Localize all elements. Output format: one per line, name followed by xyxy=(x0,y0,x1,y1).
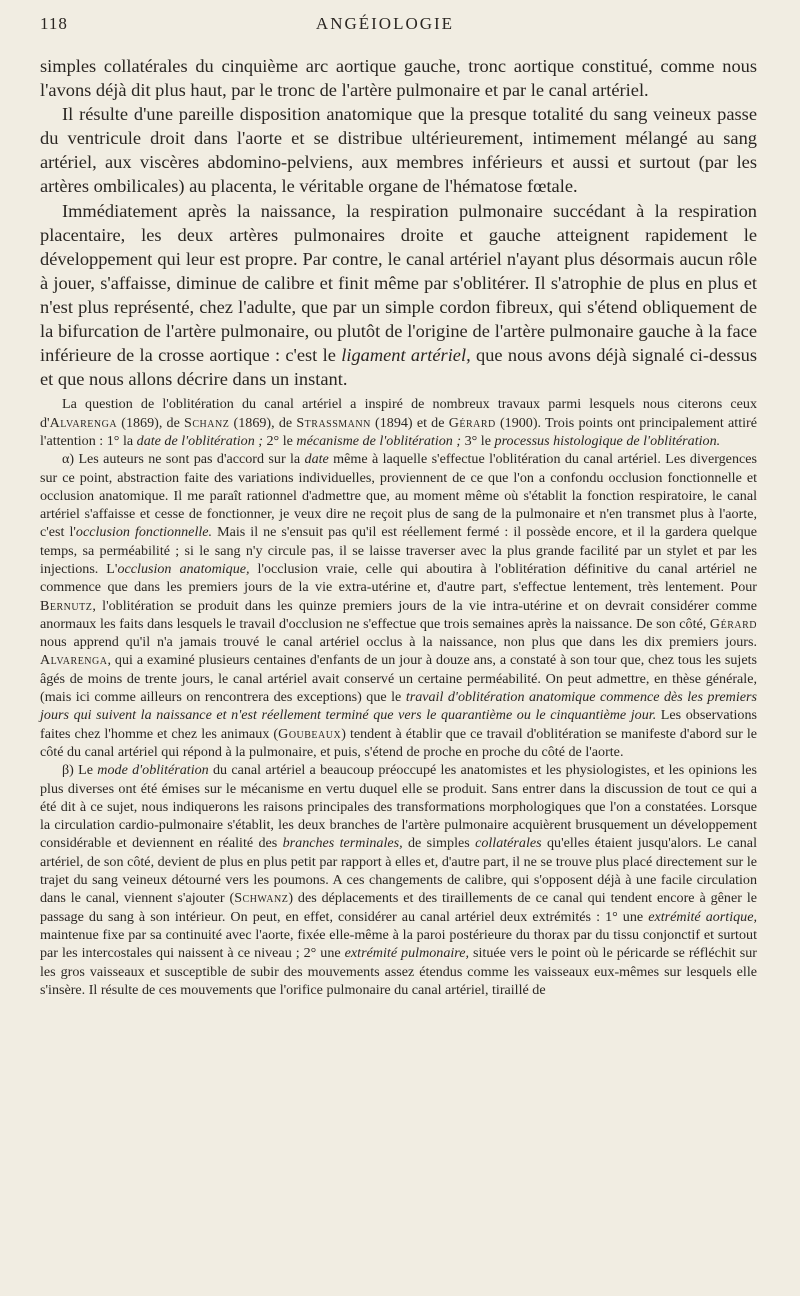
text: maintenue fixe par sa continuité avec l'aorte, fixée elle-même à la paroi postérieure du thorax par du tissu conjonctif et surtout par les intercostales qui naissent à ce niveau ; 2° une xyxy=(40,926,757,962)
running-title: ANGÉIOLOGIE xyxy=(315,14,455,33)
emphasis: date xyxy=(304,451,329,468)
author-name: Schwanz xyxy=(234,890,289,907)
paragraph-2: Il résulte d'une pareille disposition anatomique que la presque totalité du sang veineux passe du ventricule droit dans l'aorte et se distribue ultérieurement, intimement mélangé au sang artériel, aux viscères abdomino-pelviens, aux membres inférieurs et aussi et surtout (par les artères ombilicales) au placenta, le véritable organe de l'hématose fœtale. xyxy=(40,104,757,197)
note-paragraph-beta xyxy=(40,761,757,999)
running-header xyxy=(40,14,730,40)
emphasis: date de l'oblitération ; xyxy=(136,432,263,449)
text: Mais il ne s'ensuit pas qu'il est réellement fermé : il possède encore, et il la gardera quelque temps, sa perméabilité ; si le sang n'y circule pas, il se laisse traverser avec la plus grande facilité par un stylet et par les injections. L' xyxy=(40,524,757,577)
note-paragraph-1 xyxy=(40,395,757,450)
emphasis: branches terminales, xyxy=(282,835,403,852)
emphasis: ligament artériel, xyxy=(341,345,471,366)
author-name: Schanz xyxy=(184,414,230,431)
text: de simples xyxy=(402,835,476,852)
text: β) Le xyxy=(62,762,98,779)
author-name: Alvarenga xyxy=(49,414,118,431)
text: située vers le point où le péricarde se réfléchit sur les gros vaisseaux et susceptible de subir des mouvements assez étendus comme les vaisseaux eux-mêmes sur lesquels elle s'insère. Il résulte de ces mouvements que l'orifice pulmonaire du canal artériel, tiraillé de xyxy=(40,945,757,998)
text: Les observations faites chez l'homme et chez les animaux ( xyxy=(40,707,757,742)
emphasis: mécanisme de l'oblitération ; xyxy=(296,432,462,449)
text: (1869), de xyxy=(117,414,185,431)
emphasis: extrémité pulmonaire, xyxy=(344,945,470,962)
text: (1894) et de xyxy=(370,414,449,431)
emphasis: extrémité aortique, xyxy=(648,908,757,925)
emphasis: occlusion fonctionnelle. xyxy=(75,524,213,541)
author-name: Gérard xyxy=(709,615,757,632)
text: du canal artériel a beaucoup préoccupé les anatomistes et les physiologistes, et les opinions les plus diverses ont été émises sur le mécanisme en vertu duquel elle se produit. Sans entrer dans la discussion de tout ce qui a été dit à ce sujet, nous indiquerons les raisons principales des transformations morphologiques que l'on a constatées. Lorsque la circulation cardio-pulmonaire s'établit, les deux branches de l'artère pulmonaire acquièrent brusquement un développement considérable et deviennent en réalité des xyxy=(40,762,758,852)
text: Immédiatement après la naissance, la respiration pulmonaire succédant à la respiration placentaire, les deux artères pulmonaires droite et gauche atteignent rapidement le développement qui leur est propre. Par contre, le canal artériel n'ayant plus désormais aucun rôle à jouer, s'affaisse, diminue de calibre et finit même par s'oblitérer. Il s'atrophie de plus en plus et n'est plus représenté, chez l'adulte, que par un simple cordon fibreux, qui s'étend obliquement de la bifurcation de l'artère pulmonaire, ou plutôt de l'origine de l'artère pulmonaire gauche à la face inférieure de la crosse aortique : c'est le xyxy=(40,200,757,366)
text: qu'elles étaient jusqu'alors. Le canal artériel, de son côté, devient de plus en plus petit par rapport à elles et, d'autre part, il ne se trouve plus placé directement sur le trajet du sang veineux détourné vers les poumons. A ces changements de calibre, qui s'opposent déjà à une facile circulation dans le canal, viennent s'ajouter ( xyxy=(40,835,757,907)
text: , l'oblitération se produit dans les quinze premiers jours de la vie intra-utérine et on devrait considérer comme anormaux les faits dans lesquels le travail d'occlusion ne s'effectue que trois semaines après la naissance. De son côté, xyxy=(40,597,757,632)
text: nous apprend qu'il n'a jamais trouvé le canal artériel occlus à la naissance, non plus que dans les dix premiers jours. xyxy=(40,634,757,651)
text: l'occlusion vraie, celle qui aboutira à l'oblitération définitive du canal artériel ne commence que dans les premiers jours de la vie extra-utérine et, d'autre part, s'effectue lentement, très lentement. Pour xyxy=(40,560,758,596)
note-paragraph-alpha xyxy=(40,450,757,761)
page-body xyxy=(40,54,757,999)
text: , qui a examiné plusieurs centaines d'enfants de un jour à douze ans, a constaté à son tour que, chez tous les sujets âgés de moins de trente jours, le canal artériel avait conservé un certaine perméabilité. On peut admettre, en thèse générale, (mais ici comme ailleurs on rencontrera des exceptions) que le xyxy=(40,652,757,706)
text: même à laquelle s'effectue l'oblitération du canal artériel. Les divergences sur ce point, abstraction faite des variations individuelles, proviennent de ce que l'on a confondu occlusion fonctionnelle et occlusion anatomique. Il me paraît rationnel d'admettre que, au moment même où s'établit la fonction respiratoire, le canal artériel s'affaisse et cesse de fonctionner, je veux dire ne reçoit plus de sang de la pulmonaire et n'en transmet plus à l'aorte, c'est l' xyxy=(40,451,757,541)
text: (1900). Trois points ont principalement attiré l'attention : 1° la xyxy=(40,414,757,449)
text: 3° le xyxy=(461,432,495,449)
text: ) des déplacements et des tiraillements de ce canal qui tendent encore à gêner le passage du sang à son intérieur. On peut, en effet, considérer au canal artériel deux extrémités : 1° une xyxy=(40,890,757,925)
text: (1869), de xyxy=(229,414,297,431)
page-number: 118 xyxy=(40,14,68,33)
emphasis: mode d'oblitération xyxy=(97,762,209,779)
emphasis: occlusion anatomique, xyxy=(117,560,250,577)
author-name: Gérard xyxy=(448,414,496,431)
text: α) Les auteurs ne sont pas d'accord sur la xyxy=(62,451,305,468)
paragraph-1: simples collatérales du cinquième arc aortique gauche, tronc aortique constitué, comme nous l'avons déjà dit plus haut, par le tronc de l'artère pulmonaire et par le canal artériel. xyxy=(40,56,757,101)
author-name: Strassmann xyxy=(296,414,371,431)
emphasis: collatérales xyxy=(475,835,542,852)
author-name: Bernutz xyxy=(40,597,93,614)
text: ) tendent à établir que ce travail d'oblitération se manifeste d'abord sur le côté du canal artériel qui répond à la pulmonaire, et puis, s'étend de proche en proche du côté de l'aorte. xyxy=(40,725,758,760)
text: La question de l'oblitération du canal artériel a inspiré de nombreux travaux parmi lesquels nous citerons ceux d' xyxy=(40,396,757,431)
text: 2° le xyxy=(262,432,297,449)
author-name: Alvarenga xyxy=(40,652,108,669)
text: que nous avons déjà signalé ci-dessus et que nous allons décrire dans un instant. xyxy=(40,345,757,390)
emphasis: processus histologique de l'oblitération. xyxy=(494,432,721,449)
author-name: Goubeaux xyxy=(278,725,342,742)
emphasis: travail d'oblitération anatomique commence dès les premiers jours qui suivent la naissance et n'est réellement terminé que vers le quarantième ou le cinquantième jour. xyxy=(40,689,757,724)
paragraph-3 xyxy=(40,199,757,392)
